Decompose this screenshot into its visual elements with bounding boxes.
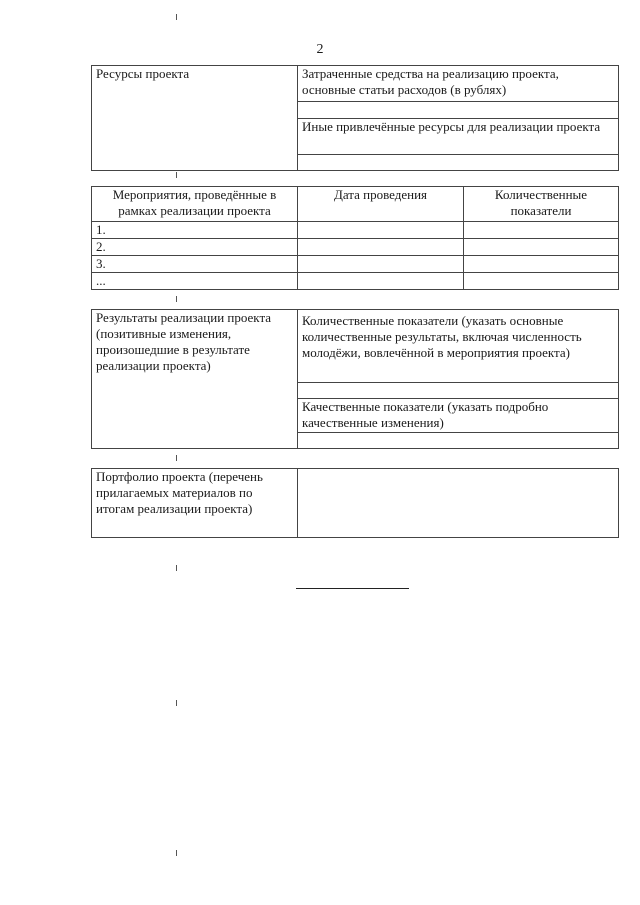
- events-header-indicators: Количественные показатели: [464, 187, 619, 222]
- results-table: [91, 309, 619, 449]
- events-table: [91, 186, 619, 290]
- page-number: 2: [316, 42, 324, 57]
- event-date-cell[interactable]: [298, 222, 464, 239]
- event-indicator-cell[interactable]: [464, 222, 619, 239]
- event-indicator-cell[interactable]: [464, 273, 619, 290]
- scan-speck: [176, 296, 177, 302]
- event-row-number: 1.: [92, 222, 298, 239]
- spent-funds-text: Затраченные средства на реализацию проекта, основные статьи расходов (в рублях): [298, 66, 619, 102]
- portfolio-table: [91, 468, 619, 538]
- event-indicator-cell[interactable]: [464, 256, 619, 273]
- event-row-number: 3.: [92, 256, 298, 273]
- scan-speck: [176, 172, 177, 178]
- portfolio-cell[interactable]: [298, 469, 619, 538]
- event-row-number: ...: [92, 273, 298, 290]
- event-indicator-cell[interactable]: [464, 239, 619, 256]
- qualitative-cell[interactable]: [298, 433, 619, 449]
- events-header-date: Дата проведения: [298, 187, 464, 222]
- resources-table: [91, 65, 619, 171]
- event-row-number: 2.: [92, 239, 298, 256]
- scan-speck: [176, 700, 177, 706]
- event-date-cell[interactable]: [298, 239, 464, 256]
- scan-speck: [176, 850, 177, 856]
- spent-funds-cell[interactable]: [298, 102, 619, 118]
- scan-speck: [176, 14, 177, 20]
- scan-speck: [176, 565, 177, 571]
- results-label: Результаты реализации проекта (позитивные изменения, произошедшие в результате реализации проекта): [92, 310, 298, 449]
- qualitative-text: Качественные показатели (указать подробно качественные изменения): [298, 398, 619, 432]
- signature-line: [296, 588, 409, 589]
- portfolio-label: Портфолио проекта (перечень прилагаемых материалов по итогам реализации проекта): [92, 469, 298, 538]
- other-resources-cell[interactable]: [298, 154, 619, 170]
- event-date-cell[interactable]: [298, 256, 464, 273]
- events-header-name: Мероприятия, проведённые в рамках реализации проекта: [92, 187, 298, 222]
- scan-speck: [176, 455, 177, 461]
- other-resources-text: Иные привлечённые ресурсы для реализации проекта: [298, 118, 619, 154]
- quantitative-cell[interactable]: [298, 383, 619, 399]
- resources-label: Ресурсы проекта: [92, 66, 298, 171]
- quantitative-text: Количественные показатели (указать основные количественные результаты, включая численность молодёжи, вовлечённой в мероприятия проекта): [298, 310, 619, 383]
- event-date-cell[interactable]: [298, 273, 464, 290]
